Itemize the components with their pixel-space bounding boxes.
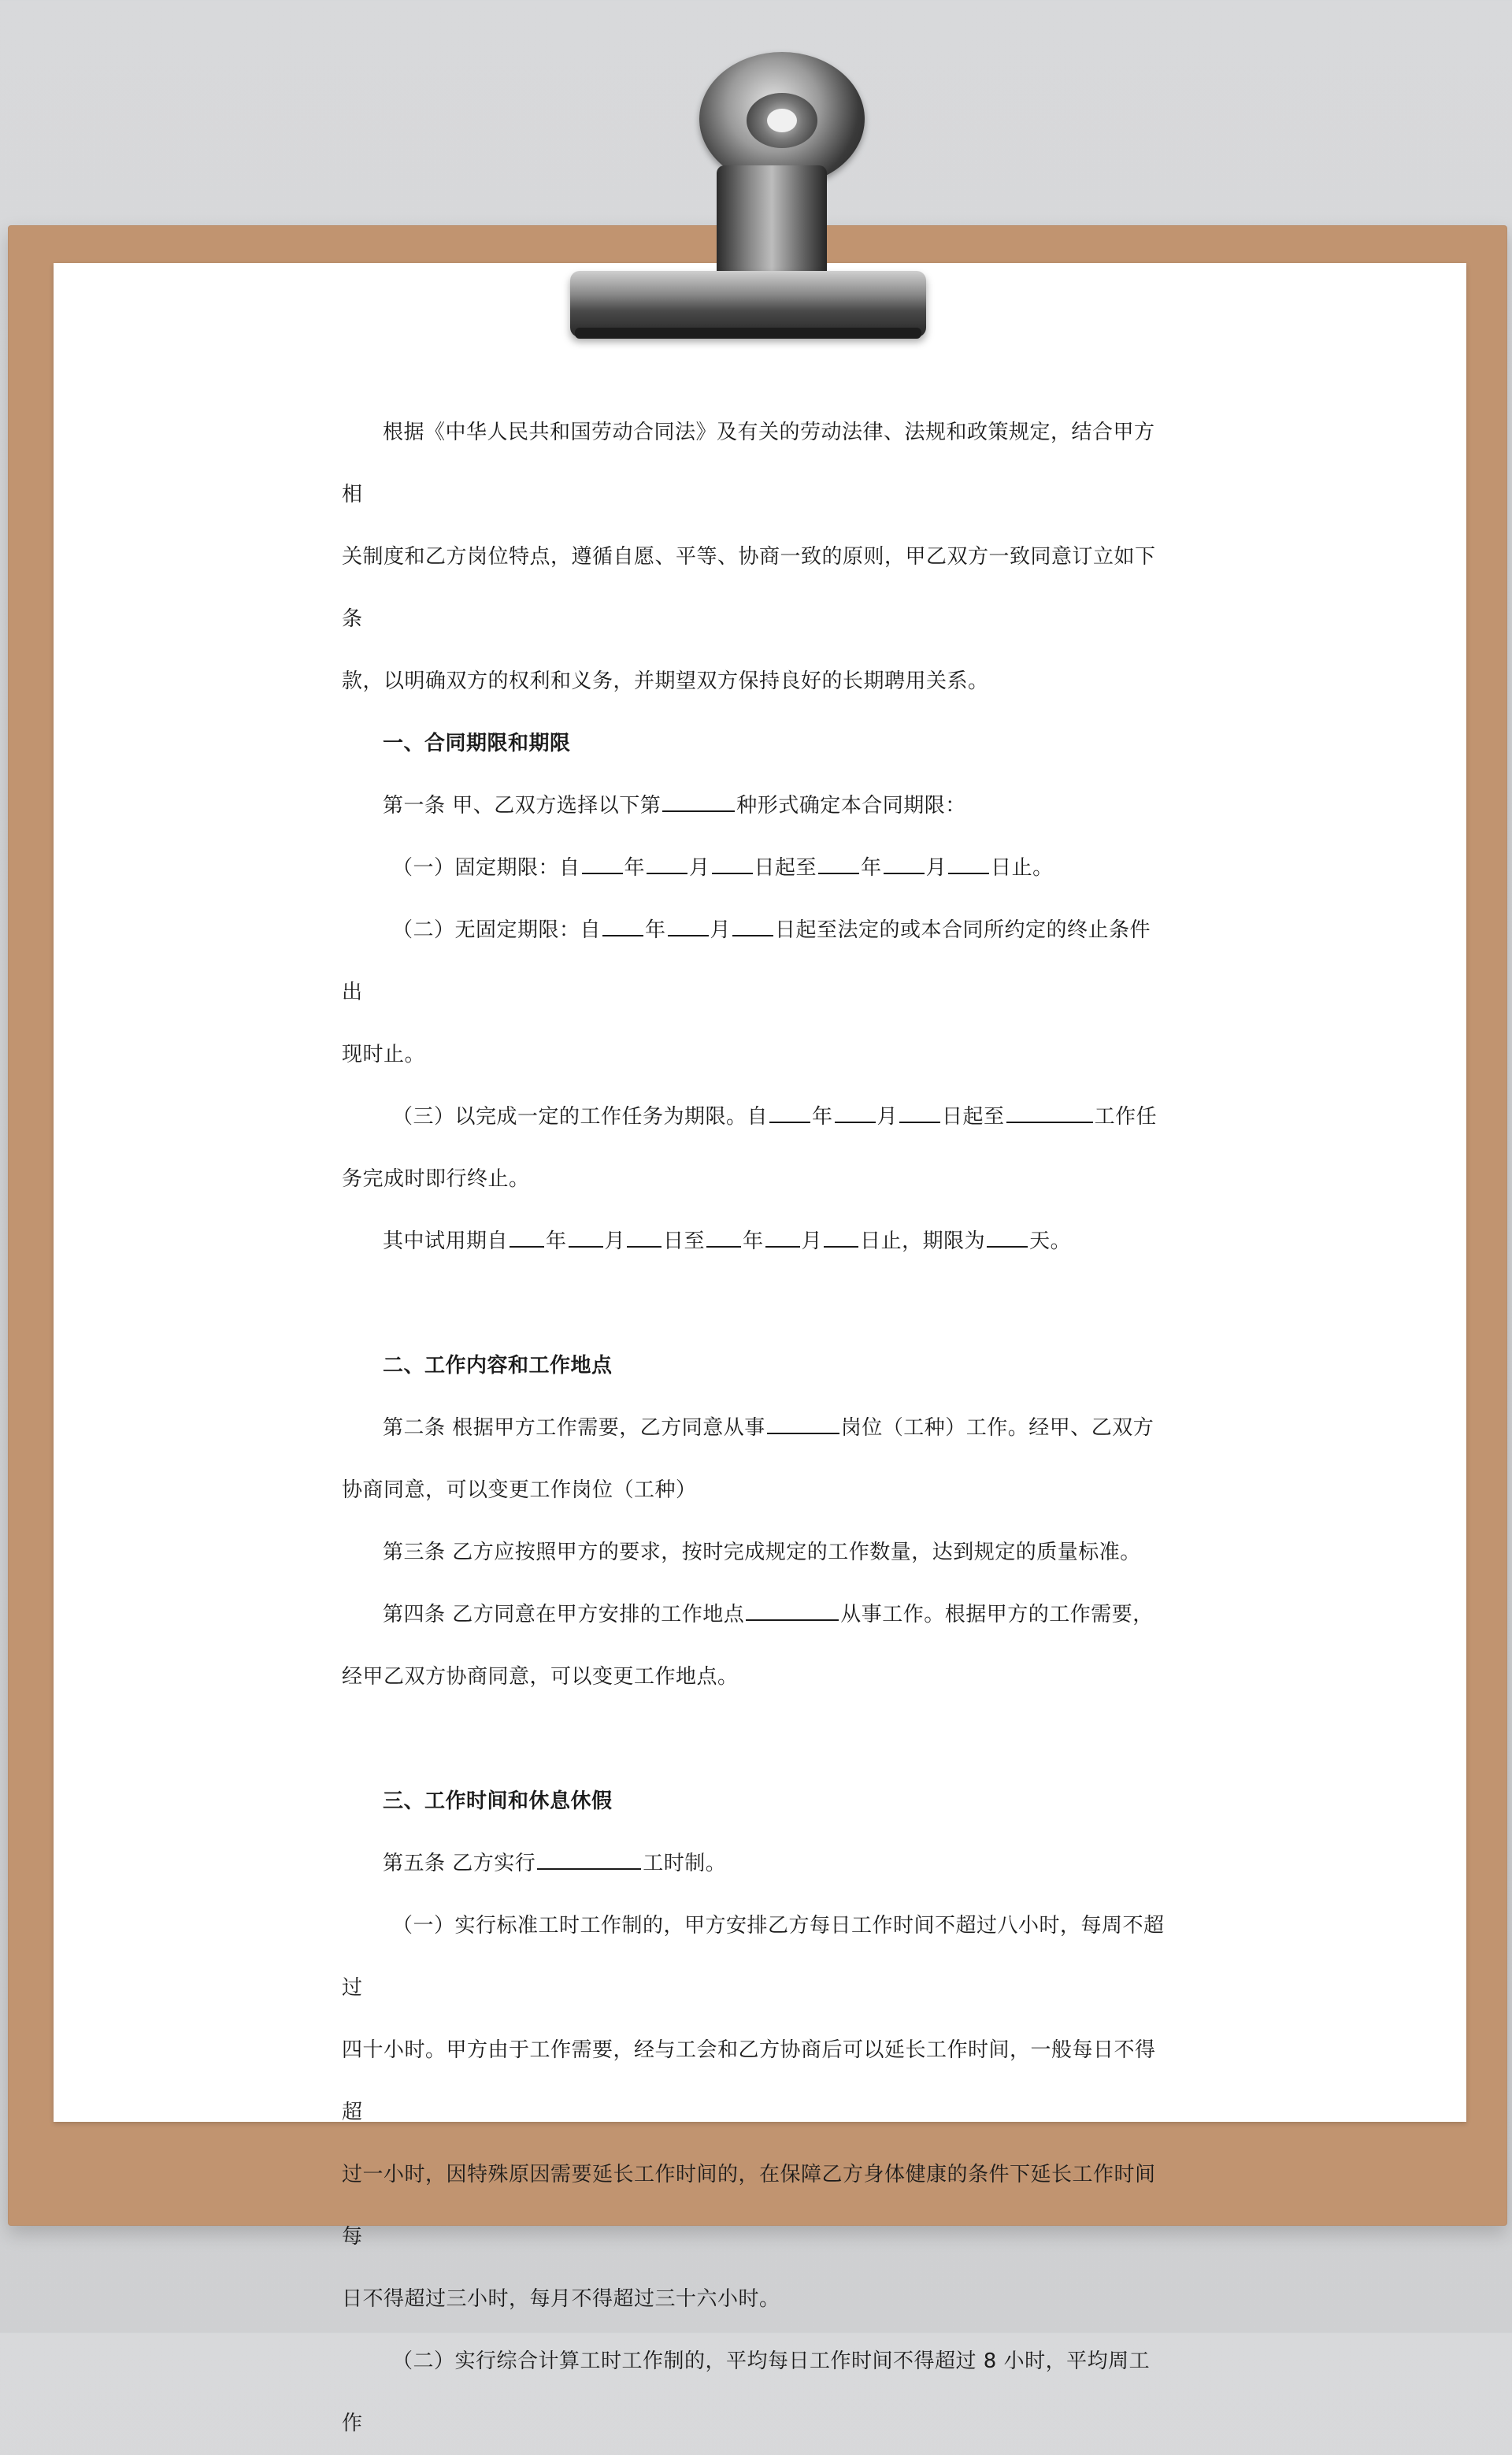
article-2-cont: 协商同意，可以变更工作岗位（工种） xyxy=(342,1478,697,1502)
intro-line: 根据《中华人民共和国劳动合同法》及有关的劳动法律、法规和政策规定，结合甲方相 xyxy=(342,421,1155,506)
blank-field[interactable] xyxy=(948,854,989,874)
blank-field[interactable] xyxy=(824,1227,858,1248)
blank-field[interactable] xyxy=(627,1227,662,1248)
article-1: 第一条 甲、乙双方选择以下第 种形式确定本合同期限： xyxy=(342,775,1169,837)
worktime-item-1-cont: 日不得超过三小时，每月不得超过三十六小时。 xyxy=(342,2287,780,2311)
blank-field[interactable] xyxy=(1006,1103,1093,1123)
blank-field[interactable] xyxy=(712,854,753,874)
blank-field[interactable] xyxy=(582,854,623,874)
blank-field[interactable] xyxy=(668,916,709,936)
article-5: 第五条 乙方实行 工时制。 xyxy=(342,1833,1169,1895)
term-item-3-cont: 务完成时即行终止。 xyxy=(342,1167,530,1191)
blank-field[interactable] xyxy=(746,1600,839,1621)
blank-field[interactable] xyxy=(510,1227,544,1248)
probation-line: 其中试用期自 年 月 日至 年 月 日止，期限为 天。 xyxy=(342,1211,1169,1273)
blank-field[interactable] xyxy=(835,1103,876,1123)
article-4: 第四条 乙方同意在甲方安排的工作地点 从事工作。根据甲方的工作需要， xyxy=(342,1584,1169,1646)
section-heading: 一、合同期限和期限 xyxy=(383,732,571,755)
binder-clip-icon xyxy=(567,47,929,347)
article-3: 第三条 乙方应按照甲方的要求，按时完成规定的工作数量，达到规定的质量标准。 xyxy=(383,1541,1141,1564)
section-heading: 二、工作内容和工作地点 xyxy=(383,1354,613,1378)
term-item-1: （一）固定期限：自 年 月 日起至 年 月 日止。 xyxy=(342,837,1169,899)
worktime-item-1-cont: 四十小时。甲方由于工作需要，经与工会和乙方协商后可以延长工作时间，一般每日不得超 xyxy=(342,2038,1156,2124)
article-4-cont: 经甲乙双方协商同意，可以变更工作地点。 xyxy=(342,1665,739,1689)
article-2: 第二条 根据甲方工作需要，乙方同意从事 岗位（工种）工作。经甲、乙双方 xyxy=(342,1397,1169,1459)
contract-text xyxy=(342,402,1169,2455)
term-item-2: （二）无固定期限：自 年 月 日起至法定的或本合同所约定的终止条件出 xyxy=(342,899,1169,1024)
blank-field[interactable] xyxy=(706,1227,741,1248)
blank-field[interactable] xyxy=(899,1103,940,1123)
blank-field[interactable] xyxy=(769,1103,810,1123)
blank-field[interactable] xyxy=(662,792,735,812)
blank-field[interactable] xyxy=(765,1227,800,1248)
intro-line: 关制度和乙方岗位特点，遵循自愿、平等、协商一致的原则，甲乙双方一致同意订立如下条 xyxy=(342,545,1156,631)
blank-field[interactable] xyxy=(602,916,643,936)
intro-line: 款，以明确双方的权利和义务，并期望双方保持良好的长期聘用关系。 xyxy=(342,669,989,693)
blank-field[interactable] xyxy=(732,916,773,936)
worktime-item-1: （一）实行标准工时工作制的，甲方安排乙方每日工作时间不超过八小时，每周不超过 xyxy=(342,1914,1165,2000)
blank-field[interactable] xyxy=(537,1849,641,1870)
blank-field[interactable] xyxy=(884,854,925,874)
blank-field[interactable] xyxy=(818,854,859,874)
blank-field[interactable] xyxy=(987,1227,1028,1248)
blank-field[interactable] xyxy=(569,1227,603,1248)
section-heading: 三、工作时间和休息休假 xyxy=(383,1789,613,1813)
worktime-item-1-cont: 过一小时，因特殊原因需要延长工作时间的，在保障乙方身体健康的条件下延长工作时间每 xyxy=(342,2163,1156,2249)
blank-field[interactable] xyxy=(647,854,687,874)
term-item-3: （三）以完成一定的工作任务为期限。自 年 月 日起至 工作任 xyxy=(342,1086,1169,1148)
blank-field[interactable] xyxy=(767,1414,839,1434)
worktime-item-2: （二）实行综合计算工时工作制的，平均每日工作时间不得超过 8 小时，平均周工作 xyxy=(342,2349,1151,2435)
term-item-2-cont: 现时止。 xyxy=(342,1043,426,1066)
